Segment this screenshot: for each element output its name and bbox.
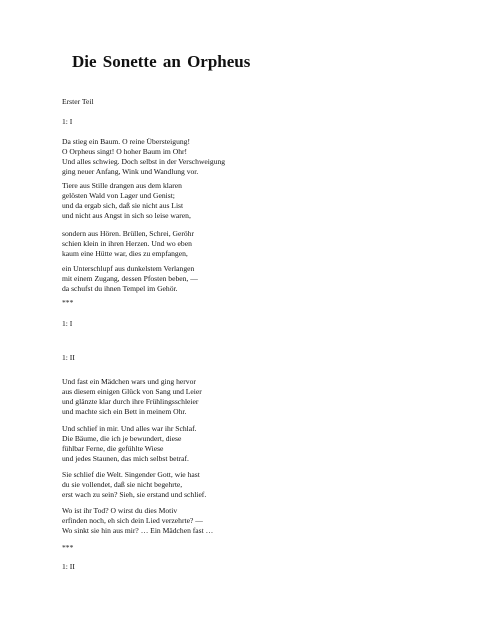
- verse-line: ein Unterschlupf aus dunkelstem Verlangen: [62, 264, 195, 273]
- verse-line: du sie vollendet, daß sie nicht begehrte,: [62, 480, 183, 489]
- verse-line: erfinden noch, eh sich dein Lied verzehrte? —: [62, 516, 203, 525]
- verse-line: erst wach zu sein? Sieh, sie erstand und schlief.: [62, 490, 207, 499]
- verse-line: Sie schlief die Welt. Singender Gott, wie hast: [62, 470, 200, 479]
- verse-line: O Orpheus singt! O hoher Baum im Ohr!: [62, 147, 188, 156]
- stanza: [62, 424, 197, 464]
- section-separator: ***: [62, 298, 74, 307]
- verse-line: Die Bäume, die ich je bewundert, diese: [62, 434, 182, 443]
- part-heading: Erster Teil: [62, 97, 94, 106]
- verse-line: schien klein in ihren Herzen. Und wo eben: [62, 239, 192, 248]
- verse-line: gelösten Wald von Lager und Genist;: [62, 191, 175, 200]
- verse-line: kaum eine Hütte war, dies zu empfangen,: [62, 249, 188, 258]
- stanza: [62, 137, 225, 177]
- stanza: [62, 264, 198, 294]
- verse-line: fühlbar Ferne, die gefühlte Wiese: [62, 444, 164, 453]
- stanza: [62, 181, 191, 221]
- verse-line: Da stieg ein Baum. O reine Übersteigung!: [62, 137, 191, 146]
- section-separator: ***: [62, 543, 74, 552]
- verse-line: Wo ist ihr Tod? O wirst du dies Motiv: [62, 506, 178, 515]
- verse-line: Tiere aus Stille drangen aus dem klaren: [62, 181, 182, 190]
- section-footer: 1: II: [62, 562, 75, 571]
- verse-line: und machte sich ein Bett in meinem Ohr.: [62, 407, 187, 416]
- verse-line: und glänzte klar durch ihre Frühlingsschleier: [62, 397, 199, 406]
- verse-line: Und fast ein Mädchen wars und ging hervor: [62, 377, 196, 386]
- verse-line: und da ergab sich, daß sie nicht aus List: [62, 201, 184, 210]
- stanza: [62, 229, 194, 259]
- document-title: Die Sonette an Orpheus: [72, 52, 251, 71]
- verse-line: da schufst du ihnen Tempel im Gehör.: [62, 284, 178, 293]
- section-footer: 1: I: [62, 319, 73, 328]
- verse-line: sondern aus Hören. Brüllen, Schrei, Geröhr: [62, 229, 195, 238]
- section-heading: 1: II: [62, 353, 75, 362]
- stanza: [62, 506, 213, 536]
- verse-line: Und alles schwieg. Doch selbst in der Verschweigung: [62, 157, 226, 166]
- verse-line: Und schlief in mir. Und alles war ihr Schlaf.: [62, 424, 197, 433]
- verse-line: ging neuer Anfang, Wink und Wandlung vor.: [62, 167, 199, 176]
- verse-line: und nicht aus Angst in sich so leise waren,: [62, 211, 191, 220]
- section-heading: 1: I: [62, 117, 73, 126]
- verse-line: aus diesem einigen Glück von Sang und Leier: [62, 387, 202, 396]
- verse-line: Wo sinkt sie hin aus mir? … Ein Mädchen fast …: [62, 526, 214, 535]
- stanza: [62, 377, 202, 417]
- verse-line: und jedes Staunen, das mich selbst betraf.: [62, 454, 189, 463]
- verse-line: mit einem Zugang, dessen Pfosten beben, —: [62, 274, 198, 283]
- stanza: [62, 470, 206, 500]
